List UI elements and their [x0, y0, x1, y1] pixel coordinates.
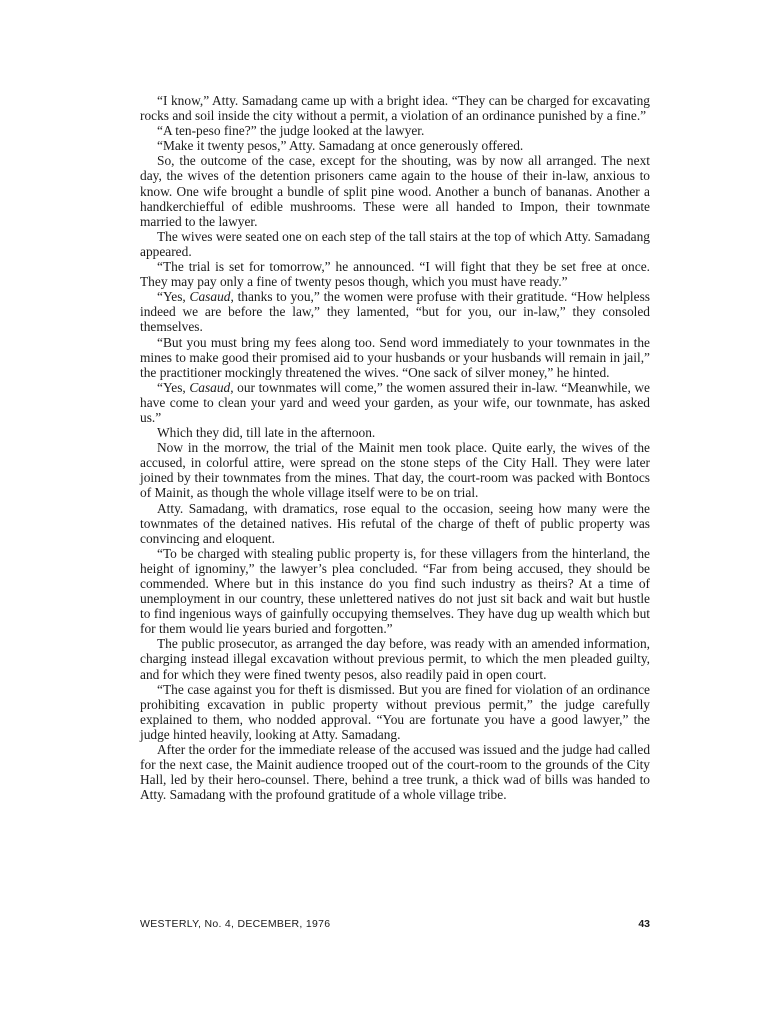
- paragraph: “The case against you for theft is dismissed. But you are fined for violation of an ordinance prohibiting excavation in public property without previous permit,” the judge carefully explained to them, who nodded approval. “You are fortunate you have a good lawyer,” the judge hinted heavily, looking at Atty. Samadang.: [140, 681, 650, 742]
- paragraph: Now in the morrow, the trial of the Mainit men took place. Quite early, the wives of the accused, in colorful attire, were spread on the stone steps of the City Hall. They were later joined by their townmates from the mines. That day, the court-room was packed with Bontocs of Mainit, as though the whole village itself were to be on trial.: [140, 440, 650, 501]
- paragraph: After the order for the immediate release of the accused was issued and the judge had called for the next case, the Mainit audience trooped out of the court-room to the grounds of the City Hall, led by their hero-counsel. There, behind a tree trunk, a thick wad of bills was handed to Atty. Samadang with the profound gratitude of a whole village tribe.: [140, 742, 651, 803]
- page-number: 43: [638, 918, 650, 930]
- paragraph: “Make it twenty pesos,” Atty. Samadang at once generously offered.: [157, 138, 524, 154]
- paragraph: “To be charged with stealing public property is, for these villagers from the hinterland, the height of ignominy,” the lawyer’s plea concluded. “Far from being accused, they should be commended. Where but in this instance do you find such industry as theirs? At a time of unemployment in our country, these unlettered natives do not just sit back and wait but hustle to find ingenious ways of gainfully occupying themselves. They have dug up wealth which but for them would lie years buried and forgotten.”: [140, 545, 650, 637]
- paragraph: The wives were seated one on each step of the tall stairs at the top of which Atty. Samadang appeared.: [140, 228, 650, 259]
- paragraph: “Yes, Casaud, our townmates will come,” the women assured their in-law. “Meanwhile, we have come to clean your yard and weed your garden, as your wife, our townmate, has asked us.”: [140, 379, 650, 425]
- journal-citation: WESTERLY, No. 4, DECEMBER, 1976: [140, 918, 331, 930]
- paragraph: “Yes, Casaud, thanks to you,” the women were profuse with their gratitude. “How helpless indeed we are before the law,” they lamented, “but for you, our in-law,” they consoled themselves.: [140, 289, 650, 335]
- paragraph: “I know,” Atty. Samadang came up with a bright idea. “They can be charged for excavating rocks and soil inside the city without a permit, a violation of an ordinance punished by a fine.”: [140, 93, 650, 124]
- paragraph: Atty. Samadang, with dramatics, rose equal to the occasion, seeing how many were the townmates of the detained natives. His refutal of the charge of theft of public property was convincing and eloquent.: [140, 500, 650, 546]
- paragraph: So, the outcome of the case, except for the shouting, was by now all arranged. The next day, the wives of the detention prisoners came again to the house of their in-law, anxious to know. One wife brought a bundle of split pine wood. Another a bunch of bananas. Another a handkerchiefful of edible mushrooms. These were all handed to Impon, their townmate married to the lawyer.: [140, 153, 650, 229]
- paragraph: “The trial is set for tomorrow,” he announced. “I will fight that they be set free at once. They may pay only a fine of twenty pesos though, which you must have ready.”: [140, 259, 650, 290]
- page-footer: [140, 918, 650, 936]
- paragraph: “But you must bring my fees along too. Send word immediately to your townmates in the mines to make good their promised aid to your husbands or your husbands will remain in jail,” the practitioner mockingly threatened the wives. “One sack of silver money,” he hinted.: [140, 334, 650, 380]
- story-body: [140, 93, 650, 802]
- paragraph: “A ten-peso fine?” the judge looked at the lawyer.: [157, 123, 425, 139]
- paragraph: The public prosecutor, as arranged the day before, was ready with an amended information, charging instead illegal excavation without previous permit, to which the men pleaded guilty, and for which they were fined twenty pesos, also readily paid in open court.: [140, 636, 650, 682]
- paragraph: Which they did, till late in the afternoon.: [157, 425, 376, 441]
